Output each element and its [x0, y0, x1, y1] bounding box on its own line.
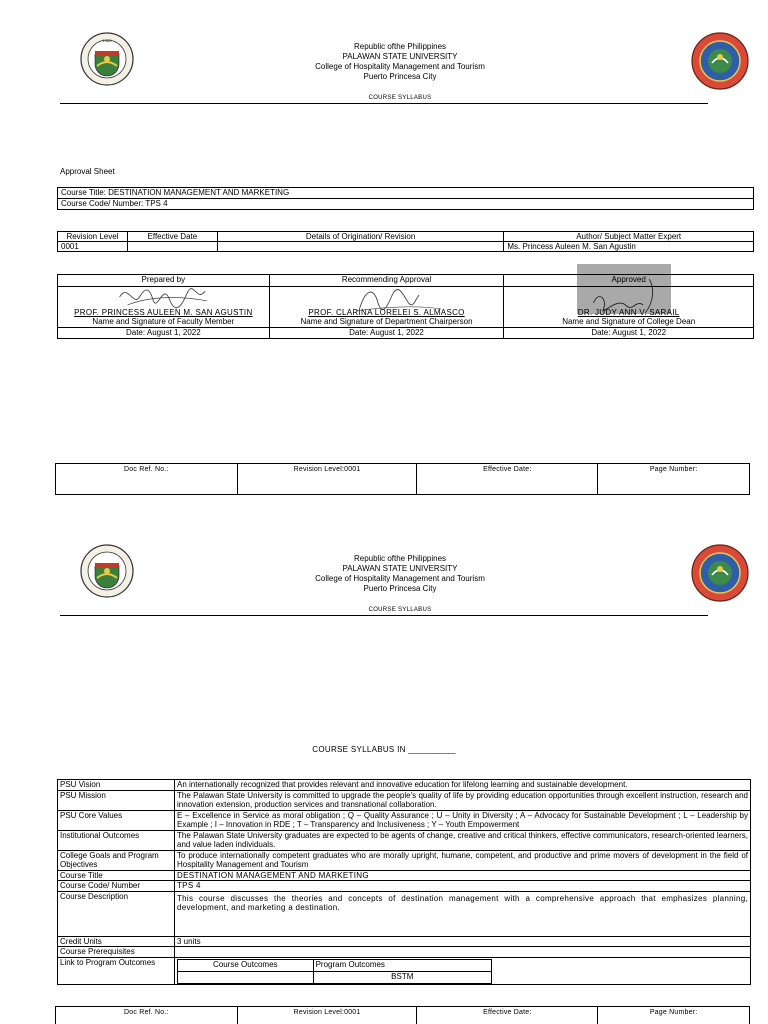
recommending-date: Date: August 1, 2022 [269, 328, 504, 339]
doc-footer-table-2 [55, 1006, 750, 1024]
rev-date-value [127, 242, 217, 252]
approval-sheet-title: Approval Sheet [60, 167, 115, 176]
approved-header: Approved [504, 275, 754, 287]
row-value: This course discusses the theories and concepts of destination management with a comprehensive approach that emphasizes planning, development, and marketing a destination. [175, 891, 751, 936]
course-outcomes-header: Course Outcomes [178, 959, 314, 971]
row-label: Course Title [58, 870, 175, 881]
header-college: College of Hospitality Management and Tourism [315, 62, 485, 71]
footer-page-number: Page Number: [598, 464, 750, 495]
row-value [175, 957, 751, 984]
header-university: PALAWAN STATE UNIVERSITY [342, 52, 458, 61]
footer-doc-ref: Doc Ref. No.: [56, 464, 238, 495]
recommending-name: PROF. CLARINA LORELEI S. ALMASCO [308, 308, 465, 317]
recommending-header: Recommending Approval [269, 275, 504, 287]
row-value: An internationally recognized that provides relevant and innovative education for lifelong learning and sustainable development. [175, 780, 751, 791]
university-header-2 [200, 554, 600, 594]
rev-header-author: Author/ Subject Matter Expert [504, 232, 754, 242]
approved-caption: Name and Signature of College Dean [562, 317, 696, 326]
signature-table [57, 274, 754, 339]
psu-seal-logo-2 [80, 544, 134, 598]
recommending-caption: Name and Signature of Department Chairperson [300, 317, 473, 326]
approved-date: Date: August 1, 2022 [504, 328, 754, 339]
syllabus-heading: COURSE SYLLABUS IN __________ [312, 745, 456, 754]
table-row [58, 850, 751, 870]
table-row [58, 790, 751, 810]
row-label: Institutional Outcomes [58, 830, 175, 850]
rev-header-level: Revision Level [58, 232, 128, 242]
course-title-cell: Course Title: DESTINATION MANAGEMENT AND MARKETING [58, 188, 754, 199]
table-row [58, 870, 751, 881]
left-logo-year: 1965 [102, 38, 112, 43]
signature-scribble-3 [504, 275, 753, 317]
row-value: To produce internationally competent graduates who are morally upright, humane, competent, and productive and prime movers of development in the field of Hospitality Management and Tourism [175, 850, 751, 870]
header-college-2: College of Hospitality Management and Tourism [315, 574, 485, 583]
program-outcomes-header: Program Outcomes [313, 959, 491, 971]
prepared-by-header: Prepared by [58, 275, 270, 287]
rev-details-value [217, 242, 504, 252]
doc-footer-table [55, 463, 750, 495]
row-label: PSU Mission [58, 790, 175, 810]
header-divider-2 [60, 615, 708, 616]
prepared-by-signature-cell [58, 287, 270, 328]
table-row [58, 957, 751, 984]
header-university-2: PALAWAN STATE UNIVERSITY [342, 564, 458, 573]
chmt-seal-logo [690, 32, 750, 90]
footer-effective-date-2: Effective Date: [417, 1007, 598, 1024]
table-row [58, 891, 751, 936]
row-value: DESTINATION MANAGEMENT AND MARKETING [175, 870, 751, 881]
row-label: PSU Core Values [58, 810, 175, 830]
revision-table [57, 231, 754, 252]
table-row [58, 780, 751, 791]
table-row [58, 936, 751, 947]
row-value: 3 units [175, 936, 751, 947]
row-value: The Palawan State University graduates are expected to be agents of change, creative and critical thinkers, effective communicators, research-oriented learners, and value laden individuals. [175, 830, 751, 850]
row-value: The Palawan State University is committed to upgrade the people's quality of life by providing education opportunities through excellent instruction, research and innovation extension, production services and transnational collaboration. [175, 790, 751, 810]
row-label: Course Code/ Number [58, 881, 175, 892]
psu-seal-logo [80, 32, 134, 86]
header-city: Puerto Princesa City [363, 72, 437, 81]
header-city-2: Puerto Princesa City [363, 584, 437, 593]
header-divider [60, 103, 708, 104]
row-value: E – Excellence in Service as moral obligation ; Q – Quality Assurance ; U – Unity in Diversity ; A – Advocacy for Sustainable Development ; L – Leadership by Example ; I – Innovation in RDE ; T – Transparency and Inclusiveness ; Y – Youth Empowerment [175, 810, 751, 830]
signature-scribble-1 [58, 275, 269, 317]
table-row [58, 947, 751, 958]
prepared-by-date: Date: August 1, 2022 [58, 328, 270, 339]
row-label: Link to Program Outcomes [58, 957, 175, 984]
rev-author-value: Ms. Princess Auleen M. San Agustin [504, 242, 754, 252]
signature-scribble-2 [270, 275, 504, 317]
course-code-cell: Course Code/ Number: TPS 4 [58, 199, 754, 210]
footer-effective-date: Effective Date: [417, 464, 598, 495]
doc-label-2: COURSE SYLLABUS [368, 607, 432, 613]
recommending-signature-cell [269, 287, 504, 328]
approved-name: DR. JUDY ANN V. SARAIL [577, 308, 680, 317]
row-value [175, 947, 751, 958]
doc-label: COURSE SYLLABUS [368, 95, 432, 101]
row-value: TPS 4 [175, 881, 751, 892]
rev-header-date: Effective Date [127, 232, 217, 242]
footer-doc-ref-2: Doc Ref. No.: [56, 1007, 238, 1024]
row-label: PSU Vision [58, 780, 175, 791]
syllabus-table [57, 779, 751, 985]
row-label: Course Description [58, 891, 175, 936]
outcomes-table [177, 959, 492, 984]
prepared-by-name: PROF. PRINCESS AULEEN M. SAN AGUSTIN [74, 308, 253, 317]
program-outcomes-sub: BSTM [313, 971, 491, 983]
footer-page-number-2: Page Number: [598, 1007, 750, 1024]
footer-revision-level: Revision Level:0001 [237, 464, 417, 495]
course-info-table [57, 187, 754, 210]
row-label: Credit Units [58, 936, 175, 947]
course-outcomes-sub [178, 971, 314, 983]
header-republic-2: Republic ofthe Philippines [353, 554, 447, 563]
table-row [58, 881, 751, 892]
rev-header-details: Details of Origination/ Revision [217, 232, 504, 242]
approved-signature-cell [504, 287, 754, 328]
table-row [58, 810, 751, 830]
row-label: Course Prerequisites [58, 947, 175, 958]
row-label: College Goals and Program Objectives [58, 850, 175, 870]
table-row [58, 830, 751, 850]
footer-revision-level-2: Revision Level:0001 [237, 1007, 417, 1024]
prepared-by-caption: Name and Signature of Faculty Member [92, 317, 235, 326]
university-header [200, 42, 600, 82]
rev-level-value: 0001 [58, 242, 128, 252]
chmt-seal-logo-2 [690, 544, 750, 602]
header-republic: Republic ofthe Philippines [353, 42, 447, 51]
